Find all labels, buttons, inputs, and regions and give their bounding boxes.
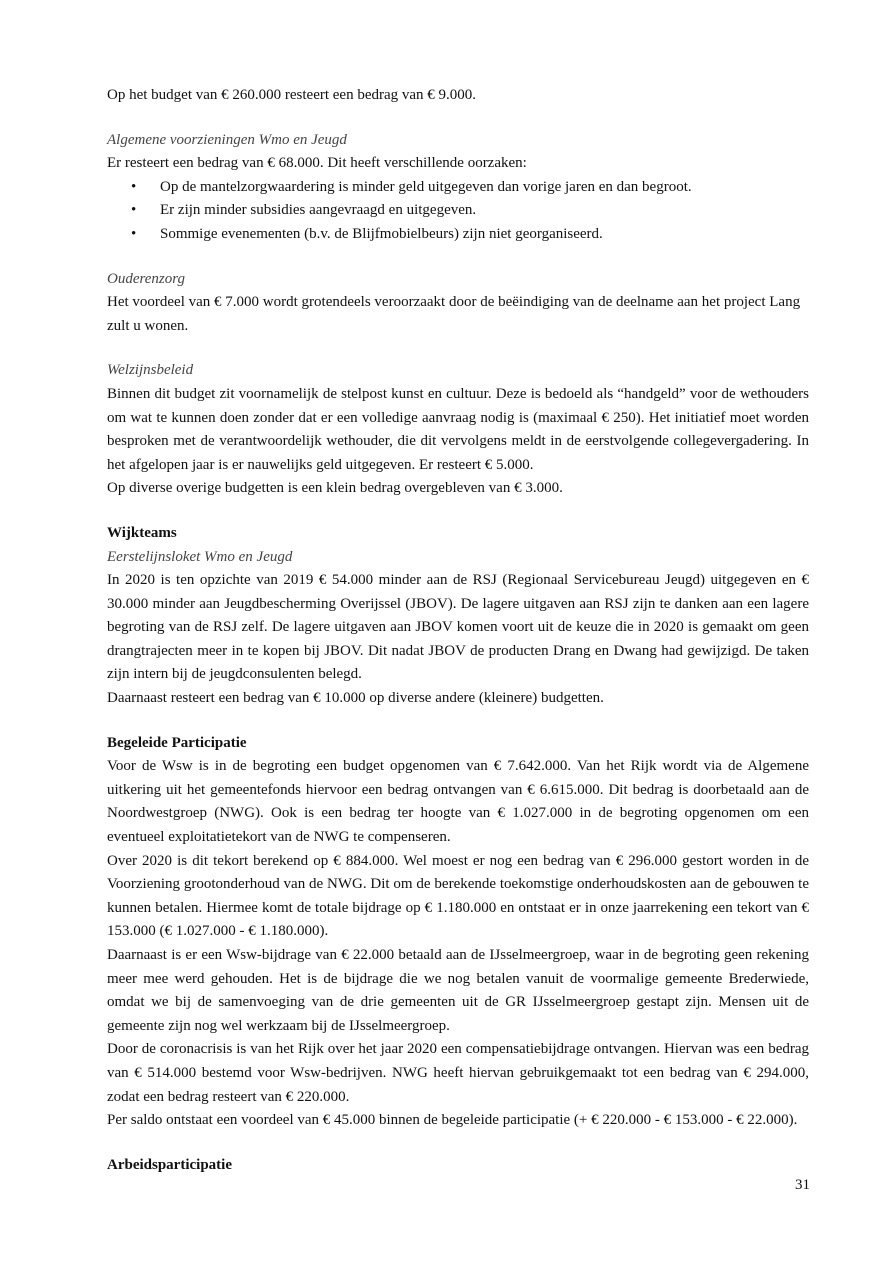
welzijn-text-2: Op diverse overige budgetten is een klein bedrag overgebleven van € 3.000. (107, 480, 563, 497)
document-page (107, 84, 809, 1177)
wijkteams-text-2: Daarnaast resteert een bedrag van € 10.000 op diverse andere (kleinere) budgetten. (107, 690, 604, 707)
bullet-item: • Op de mantelzorgwaardering is minder geld uitgegeven dan vorige jaren en dan begroot. (107, 176, 809, 200)
wijkteams-title: Eerstelijnsloket Wmo en Jeugd (107, 548, 293, 565)
begeleide-paragraph-4: Door de coronacrisis is van het Rijk over het jaar 2020 een compensatiebijdrage ontvangen. Hiervan was een bedrag van € 514.000 bestemd voor Wsw-bedrijven. NWG heeft hiervan gebruikgemaakt tot een bedrag van € 294.000, zodat een bedrag resteert van € 220.000. (107, 1041, 809, 1105)
begeleide-paragraph-2: Over 2020 is dit tekort berekend op € 884.000. Wel moest er nog een bedrag van € 296.000 gestort worden in de Voorziening grootonderhoud van de NWG. Dit om de berekende toekomstige onderhoudskosten aan de gebouwen te kunnen betalen. Hiermee komt de totale bijdrage op € 1.180.000 en ontstaat er in onze jaarrekening een tekort van € 153.000 (€ 1.027.000 - € 1.180.000). (107, 852, 809, 940)
algemene-text: Er resteert een bedrag van € 68.000. Dit heeft verschillende oorzaken: (107, 155, 527, 172)
ouderenzorg-text: Het voordeel van € 7.000 wordt grotendeels veroorzaakt door de beëindiging van de deelname aan het project Lang zult u wonen. (107, 294, 801, 334)
begeleide-paragraph-5: Per saldo ontstaat een voordeel van € 45.000 binnen de begeleide participatie (+ € 220.000 - € 153.000 - € 22.000). (107, 1112, 798, 1129)
arbeids-heading: Arbeidsparticipatie (107, 1156, 232, 1173)
wijkteams-text: In 2020 is ten opzichte van 2019 € 54.000 minder aan de RSJ (Regionaal Servicebureau Jeugd) uitgegeven en € 30.000 minder aan Jeugdbescherming Overijssel (JBOV). De lagere uitgaven aan RSJ zijn te danken aan een lagere begroting van de RSJ zelf. De lagere uitgaven aan JBOV komen voort uit de keuze die in 2020 is gemaakt om geen drangtrajecten meer in te kopen bij JBOV. Dit nadat JBOV de producten Drang en Dwang had gewijzigd. De taken zijn intern bij de jeugdconsulenten belegd. (107, 572, 809, 683)
welzijn-title: Welzijnsbeleid (107, 362, 194, 379)
ouderenzorg-title: Ouderenzorg (107, 270, 186, 287)
bullet-item: • Er zijn minder subsidies aangevraagd en uitgegeven. (107, 199, 809, 223)
algemene-bullet-list (107, 176, 809, 247)
intro-paragraph: Op het budget van € 260.000 resteert een bedrag van € 9.000. (107, 87, 477, 103)
wijkteams-heading: Wijkteams (107, 524, 177, 541)
begeleide-paragraph-1: Voor de Wsw is in de begroting een budget opgenomen van € 7.642.000. Van het Rijk wordt via de Algemene uitkering uit het gemeentefonds hiervoor een bedrag ontvangen van € 6.615.000. Dit bedrag is doorbetaald aan de Noordwestgroep (NWG). Ook is een bedrag ter hoogte van € 1.027.000 in de begroting opgenomen om een eventueel exploitatietekort van de NWG te compenseren. (107, 758, 809, 846)
bullet-item: • Sommige evenementen (b.v. de Blijfmobielbeurs) zijn niet georganiseerd. (107, 223, 809, 247)
page-number: 31 (795, 1177, 810, 1193)
algemene-title: Algemene voorzieningen Wmo en Jeugd (107, 131, 347, 148)
begeleide-heading: Begeleide Participatie (107, 734, 247, 751)
welzijn-text: Binnen dit budget zit voornamelijk de stelpost kunst en cultuur. Deze is bedoeld als “handgeld” voor de wethouders om wat te kunnen doen zonder dat er een volledige aanvraag nodig is (maximaal € 250). Het initiatief moet worden besproken met de verantwoordelijk wethouder, die dit vervolgens meldt in de eerstvolgende collegevergadering. In het afgelopen jaar is er nauwelijks geld uitgegeven. Er resteert € 5.000. (107, 385, 809, 473)
begeleide-paragraph-3: Daarnaast is er een Wsw-bijdrage van € 22.000 betaald aan de IJsselmeergroep, waar in de begroting geen rekening meer mee werd gehouden. Het is de bijdrage die we nog betalen vanuit de voormalige gemeente Brederwiede, omdat we bij de samenvoeging van de drie gemeenten uit de GR IJsselmeergroep gestapt zijn. Mensen uit de gemeente zijn nog wel werkzaam bij de IJsselmeergroep. (107, 947, 809, 1034)
